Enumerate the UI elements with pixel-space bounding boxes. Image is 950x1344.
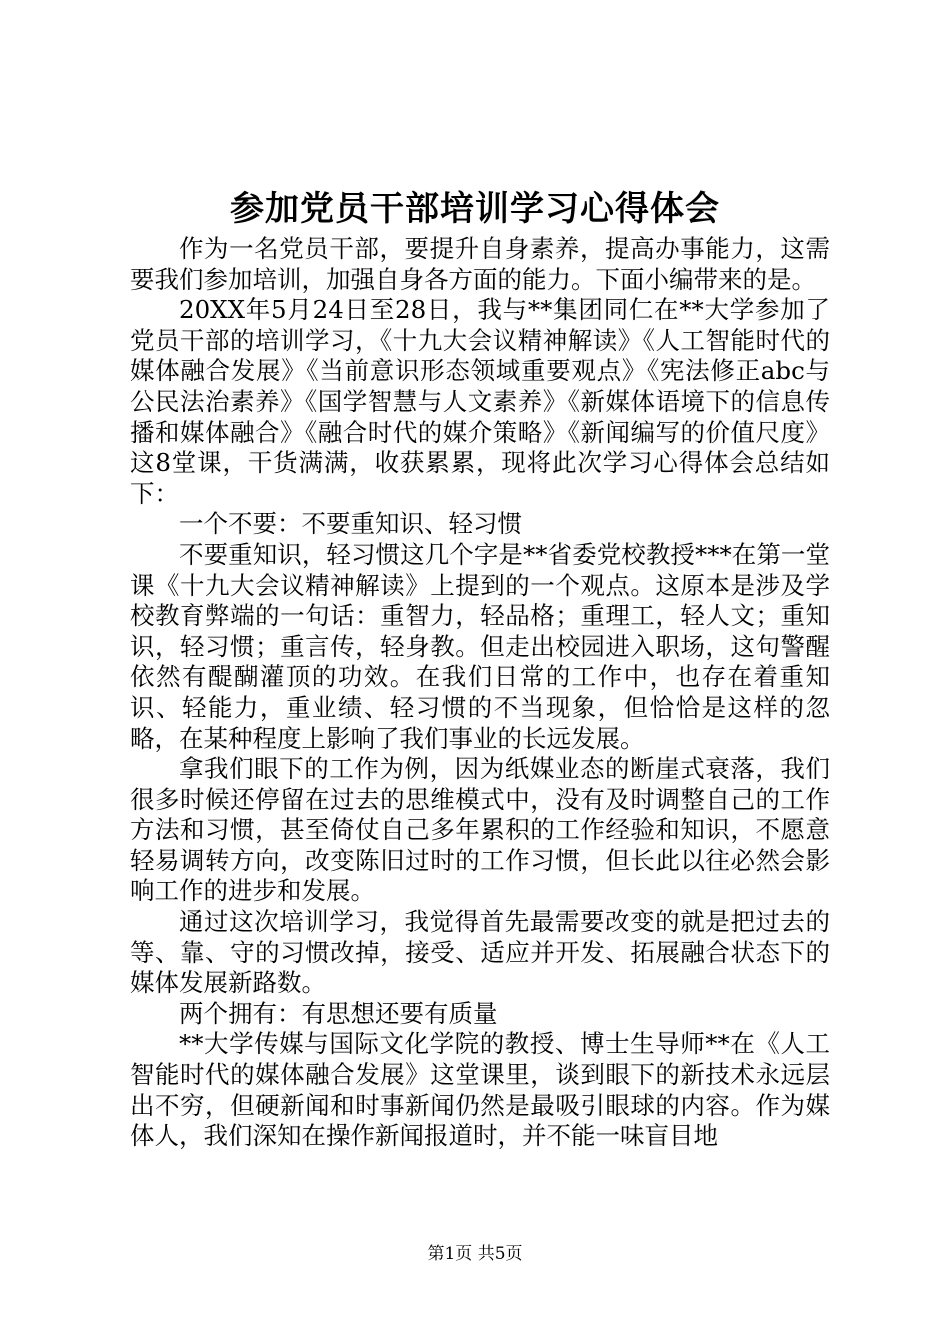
paragraph: 作为一名党员干部，要提升自身素养，提高办事能力，这需要我们参加培训，加强自身各方面的能力。下面小编带来的是。 bbox=[130, 234, 830, 294]
section-heading: 两个拥有：有思想还要有质量 bbox=[179, 998, 498, 1028]
paragraph: **大学传媒与国际文化学院的教授、博士生导师**在《人工智能时代的媒体融合发展》这堂课里，谈到眼下的新技术永远层出不穷，但硬新闻和时事新闻仍然是最吸引眼球的内容。作为媒体人，我们深知在操作新闻报道时，并不能一味盲目地 bbox=[130, 1029, 830, 1151]
document-body bbox=[130, 234, 830, 1152]
paragraph: 通过这次培训学习，我觉得首先最需要改变的就是把过去的等、靠、守的习惯改掉，接受、适应并开发、拓展融合状态下的媒体发展新路数。 bbox=[130, 907, 830, 998]
section-heading: 一个不要：不要重知识、轻习惯 bbox=[179, 509, 522, 539]
document-title: 参加党员干部培训学习心得体会 bbox=[230, 189, 720, 229]
paragraph: 拿我们眼下的工作为例，因为纸媒业态的断崖式衰落，我们很多时候还停留在过去的思维模式中，没有及时调整自己的工作方法和习惯，甚至倚仗自己多年累积的工作经验和知识，不愿意轻易调转方向，改变陈旧过时的工作习惯，但长此以往必然会影响工作的进步和发展。 bbox=[130, 754, 830, 906]
paragraph: 不要重知识，轻习惯这几个字是**省委党校教授***在第一堂课《十九大会议精神解读》上提到的一个观点。这原本是涉及学校教育弊端的一句话：重智力，轻品格；重理工，轻人文；重知识，轻习惯；重言传，轻身教。但走出校园进入职场，这句警醒依然有醍醐灌顶的功效。在我们日常的工作中，也存在着重知识、轻能力，重业绩、轻习惯的不当现象，但恰恰是这样的忽略，在某种程度上影响了我们事业的长远发展。 bbox=[130, 539, 830, 753]
page-footer: 第1页 共5页 bbox=[427, 1244, 523, 1264]
paragraph: 20XX年5月24日至28日，我与**集团同仁在**大学参加了党员干部的培训学习，《十九大会议精神解读》《人工智能时代的媒体融合发展》《当前意识形态领域重要观点》《宪法修正abc与公民法治素养》《国学智慧与人文素养》《新媒体语境下的信息传播和媒体融合》《融合时代的媒介策略》《新闻编写的价值尺度》这8堂课，干货满满，收获累累，现将此次学习心得体会总结如下： bbox=[130, 295, 830, 508]
